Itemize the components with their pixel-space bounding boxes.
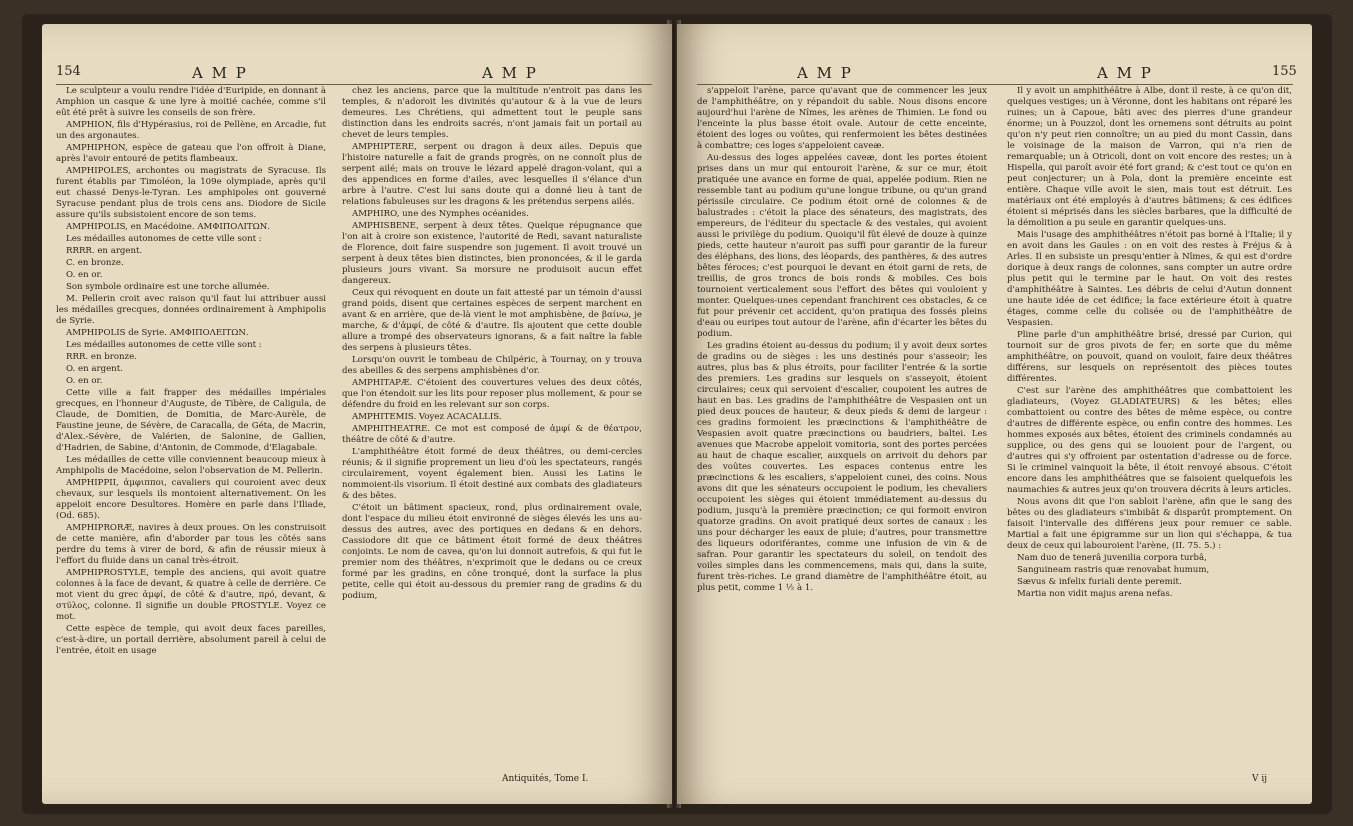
text-column-2 — [1007, 86, 1292, 791]
open-book — [22, 14, 1332, 814]
paragraph: O. en or. — [66, 376, 103, 386]
paragraph: O. en or. — [66, 270, 103, 280]
paragraph: Son symbole ordinaire est une torche allumée. — [66, 282, 270, 292]
text-column-2 — [342, 86, 642, 791]
paragraph: AMPHITHEATRE. Ce mot est composé de ἀμφί & de θέατρον, théâtre de côté & d'autre. — [342, 424, 642, 445]
paragraph: Les médailles autonomes de cette ville sont : — [66, 234, 262, 244]
right-page — [677, 24, 1312, 804]
paragraph: Les médailles de cette ville conviennent beaucoup mieux à Amphipolis de Macédoine, selon l'observation de M. Pellerin. — [56, 455, 326, 476]
paragraph: Au-dessus des loges appelées caveæ, dont les portes étoient prises dans un mur qui entouroit l'arène, & sur ce mur, étoit pratiquée une avance en forme de quai, appelée podium. Rien ne ressemble tant au podium qu'une longue tribune, ou qu'un grand périssile circulaire. Ce podium étoit orné de colonnes & de balustrades : c'étoit la place des sénateurs, des magistrats, des empereurs, de l'éditeur du spectacle & des vestales, qui avoient aussi le privilège du podium. Quoiqu'il fût élevé de douze à quinze pieds, cette hauteur n'auroit pas suffi pour garantir de la fureur des éléphans, des lions, des léopards, des panthères, & des autres bêtes féroces; c'est pourquoi le devant en étoit garni de rets, de treillis, de gros troncs de bois ronds & mobiles. Ces bois tournoient verticalement sous l'effort des bêtes qui vouloient y monter. Quelques-unes cependant franchirent ces obstacles, & ce fut pour prévenir cet accident, qu'on pratiqua des fossés pleins d'eau ou euripes tout autour de l'arène, afin d'écarter les bêtes du podium. — [697, 153, 987, 339]
paragraph: Sævus & infelix furiali dente peremit. — [1017, 577, 1182, 587]
running-head: A M P — [192, 64, 248, 82]
page-number: 155 — [1272, 64, 1297, 79]
running-head: A M P — [482, 64, 538, 82]
paragraph: AMPHISBENE, serpent à deux têtes. Quelque répugnance que l'on ait à croire son existence, l'autorité de Redi, savant naturaliste de Florence, doit faire suspendre son jugement. Il avoit trouvé un serpent à deux têtes bien distinctes, bien prononcées, & il le garda plusieurs jours vivant. Sa morsure ne produisoit aucun effet dangereux. — [342, 221, 642, 286]
paragraph: s'appeloit l'arène, parce qu'avant que de commencer les jeux de l'amphithéâtre, on y répandoit du sable. Nous disons encore aujourd'hui l'arène de Nîmes, les arènes de Thimien. Le fond ou l'enceinte la plus basse étoit ovale. Autour de cette enceinte, étoient des loges ou voûtes, qui renfermoient les bêtes destinées à combattre; ces loges s'appeloient caveæ. — [697, 86, 987, 151]
paragraph: C. en bronze. — [66, 258, 124, 268]
paragraph: RRRR. en argent. — [66, 246, 143, 256]
paragraph: Sanguineam rastris quæ renovabat humum, — [1017, 565, 1210, 575]
paragraph: AMPHIPTERE, serpent ou dragon à deux ailes. Depuis que l'histoire naturelle a fait de grands progrès, on ne connoît plus de serpent ailé; mais on trouve le lézard appelé dragon-volant, qui a des appendices en forme d'ailes, avec lesquelles il s'élance d'un arbre à l'autre. C'est lui sans doute qui a donné lieu à tant de relations fabuleuses sur les dragons & les prétendus serpens ailés. — [342, 142, 642, 207]
paragraph: AMPHIPOLIS, en Macédoine. ΑΜΦΙΠΟΛΙΤΩΝ. — [66, 222, 271, 232]
page-footer: Antiquités, Tome I. — [502, 774, 589, 784]
paragraph: AMPHIRO, une des Nymphes océanides. — [352, 209, 529, 219]
text-column-1 — [697, 86, 987, 791]
paragraph: Cette espèce de temple, qui avoit deux faces pareilles, c'est-à-dire, un portail derrière, absolument pareil à celui de l'entrée, étoit en usage — [56, 624, 326, 656]
page-footer: V ij — [1252, 774, 1268, 784]
paragraph: RRR. en bronze. — [66, 352, 137, 362]
paragraph: Mais l'usage des amphithéâtres n'étoit pas borné à l'Italie; il y en avoit dans les Gaules : on en voit des restes à Fréjus & à Arles. Il en subsiste un presqu'entier à Nîmes, & qui est d'ordre dorique à deux rangs de colonnes, sans compter un autre ordre plus petit qui le termine par le haut. On voit des restes d'amphithéâtre à Saintes. Les débris de celui d'Autun donnent une haute idée de cet édifice; la face extérieure étoit à quatre étages, comme celle du colisée ou de l'amphithéâtre de Vespasien. — [1007, 230, 1292, 328]
paragraph: O. en argent. — [66, 364, 123, 374]
paragraph: Le sculpteur a voulu rendre l'idée d'Euripide, en donnant à Amphion un casque & une lyre à moitié cachée, comme s'il eût été prêt à suivre les conseils de son frère. — [56, 86, 326, 118]
running-head: A M P — [797, 64, 853, 82]
paragraph: Cette ville a fait frapper des médailles impériales grecques, en l'honneur d'Auguste, de Tibère, de Caligula, de Claude, de Domitien, de Domitia, de Marc-Aurèle, de Faustine jeune, de Sévère, de Caracalla, de Géta, de Macrin, d'Alex.-Sévère, de Valérien, de Salonine, de Gallien, d'Hadrien, de Sabine, d'Antonin, de Commode, d'Elagabale. — [56, 388, 326, 453]
paragraph: M. Pellerin croit avec raison qu'il faut lui attribuer aussi les médailles grecques, données ordinairement à Amphipolis de Syrie. — [56, 294, 326, 326]
text-column-1 — [56, 86, 326, 791]
paragraph: Lorsqu'on ouvrit le tombeau de Chilpéric, à Tournay, on y trouva des abeilles & des serpens amphisbènes d'or. — [342, 355, 642, 376]
paragraph: AMPHIPOLIS de Syrie. ΑΜΦΙΠΟΛΕΙΤΩΝ. — [66, 328, 249, 338]
paragraph: AMPHITEMIS. Voyez ACACALLIS. — [352, 412, 502, 422]
paragraph: Ceux qui révoquent en doute un fait attesté par un témoin d'aussi grand poids, disent que certaines espèces de serpent marchent en avant & en arrière, que de-là vient le mot amphisbène, de βαίνω, je marche, & d'ἀμφί, de côté & d'autre. Ils ajoutent que cette double allure a trompé des observateurs ignorans, & a fait naître la fable des serpens à plusieurs têtes. — [342, 288, 642, 353]
paragraph: Les médailles autonomes de cette ville sont : — [66, 340, 262, 350]
running-head: A M P — [1097, 64, 1153, 82]
paragraph: Les gradins étoient au-dessus du podium; il y avoit deux sortes de gradins ou de sièges : les uns destinés pour s'asseoir; les autres, plus bas & plus étroits, pour faciliter l'entrée & la sortie des premiers. Les gradins sur lesquels on s'asseyoit, étoient circulaires; ceux qui servoient d'escalier, coupoient les autres de haut en bas. Les gradins de l'amphithéâtre de Vespasien ont un pied deux pouces de hauteur, & deux pieds & demi de largeur : ces gradins formoient les præcinctions & l'amphithéâtre de Vespasien avoit quatre præcinctions ou baudriers, baltei. Les avenues que Macrobe appeloit vomitoria, sont des portes percées au haut de chaque escalier, auxquels on arrivoit du dehors par des voûtes couvertes. Les espaces contenus entre les præcinctions & les escaliers, s'appeloient cunei, des coins. Nous avons dit que les sénateurs occupoient le podium, les chevaliers occupoient les sièges qui étoient immédiatement au-dessus du podium, jusqu'à la première præcinction; ce qui formoit environ quatorze gradins. On avoit pratiqué deux sortes de canaux : les uns pour décharger les eaux de pluie; d'autres, pour transmettre des liqueurs odoriférantes, comme une infusion de vin & de safran. Pour garantir les spectateurs du soleil, on tendoit des voiles simples dans les commencemens, mais qui, dans la suite, furent très-riches. Le grand diamètre de l'amphithéâtre étoit, au plus petit, comme 1 ½ à 1. — [697, 341, 987, 593]
page-number: 154 — [56, 64, 81, 79]
paragraph: AMPHITAPÆ. C'étoient des couvertures velues des deux côtés, que l'on étendoit sur les lits pour reposer plus mollement, & pour se défendre du froid en les relevant sur son corps. — [342, 378, 642, 410]
paragraph: Nous avons dit que l'on sabloit l'arène, afin que le sang des bêtes ou des gladiateurs s'imbibât & disparût promptement. On faisoit l'intervalle des différens jeux pour remuer ce sable. Martial a fait une épigramme sur un lion qui s'échappa, & tua deux de ceux qui labouroient l'arène, (II. 75. 5.) : — [1007, 497, 1292, 551]
paragraph: Martia non vidit majus arena nefas. — [1017, 589, 1173, 599]
paragraph: L'amphithéâtre étoit formé de deux théâtres, ou demi-cercles réunis; & il signifie proprement un lieu d'où les spectateurs, rangés circulairement, voyent également bien. Aussi les Latins le nommoient-ils visorium. Il étoit destiné aux combats des gladiateurs & des bêtes. — [342, 447, 642, 501]
paragraph: C'est sur l'arène des amphithéâtres que combattoient les gladiateurs, (Voyez GLADIATEURS) & les bêtes; elles combattoient ou contre des bêtes de même espèce, ou contre d'autres de différente espèce, ou enfin contre des hommes. Les hommes exposés aux bêtes, étoient des criminels condamnés au supplice, ou des gens qui se louoient pour de l'argent, ou d'autres qui s'y offroient par ostentation d'adresse ou de force. Si le criminel vainquoit la bête, il étoit renvoyé absous. C'étoit encore dans les amphithéâtres que se faisoient quelquefois les naumachies & autres jeux qu'on trouvera décrits à leurs articles. — [1007, 386, 1292, 495]
paragraph: AMPHIPROSTYLE, temple des anciens, qui avoit quatre colonnes à la face de devant, & quatre à celle de derrière. Ce mot vient du grec ἀμφί, de côté & d'autre, πρό, devant, & στῦλος, colonne. Il signifie un double PROSTYLE. Voyez ce mot. — [56, 568, 326, 622]
paragraph: chez les anciens, parce que la multitude n'entroit pas dans les temples, & n'adoroit les divinités qu'autour & à la vue de leurs demeures. Les Chrétiens, qui admettent tout le peuple sans distinction dans les endroits sacrés, n'ont jamais fait un portail au chevet de leurs temples. — [342, 86, 642, 140]
header-rule — [697, 84, 1293, 85]
paragraph: AMPHIPHON, espèce de gateau que l'on offroit à Diane, après l'avoir entouré de petits flambeaux. — [56, 143, 326, 164]
header-rule — [56, 84, 652, 85]
paragraph: AMPHIPRORÆ, navires à deux proues. On les construisoit de cette manière, afin d'aborder par tous les côtés sans perdre du tems à virer de bord, & afin de réussir mieux à l'effort du fluide dans un canal très-étroit. — [56, 523, 326, 566]
paragraph: AMPHIPPII, ἀμφιπποι, cavaliers qui couroient avec deux chevaux, sur lesquels ils montoient alternativement. On les appeloit encore Desultores. Homère en parle dans l'Iliade, (Od. 685). — [56, 478, 326, 521]
paragraph: AMPHION, fils d'Hypérasius, roi de Pellène, en Arcadie, fut un des argonautes. — [56, 120, 326, 141]
paragraph: Il y avoit un amphithéâtre à Albe, dont il reste, à ce qu'on dit, quelques vestiges; un à Véronne, dont les habitans ont réparé les ruines; un à Capoue, bâti avec des pierres d'une grandeur énorme; un à Pouzzol, dont les ornemens sont détruits au point qu'on n'y peut rien connoître; un au pied du mont Cassin, dans le voisinage de la maison de Varron, qui n'a rien de remarquable; un à Otricoli, dont on voit encore des restes; un à Hispella, qui paroît avoir été fort grand; & c'est tout ce qu'on en peut conjecturer; un à Pola, dont la première enceinte est entière. Chaque ville avoit le sien, mais tout est détruit. Les matériaux ont été employés à d'autres bâtimens; & ces édifices étoient si méprisés dans les siècles barbares, que la difficulté de la démolition a pu seule en garantir quelques-uns. — [1007, 86, 1292, 228]
paragraph: Pline parle d'un amphithéâtre brisé, dressé par Curion, qui tournoit sur de gros pivots de fer; en sorte que du même amphithéâtre, on pouvoit, quand on vouloit, faire deux théâtres différens, sur lesquels on représentoit des pièces toutes différentes. — [1007, 330, 1292, 384]
paragraph: Nam duo de tenerâ juvenilia corpora turbâ, — [1017, 553, 1207, 563]
paragraph: C'étoit un bâtiment spacieux, rond, plus ordinairement ovale, dont l'espace du milieu étoit environné de sièges élevés les uns au-dessus des autres, avec des portiques en dedans & en dehors. Cassiodore dit que ce bâtiment étoit formé de deux théâtres conjoints. Le nom de cavea, qu'on lui donnoit autrefois, & qui fut le premier nom des théâtres, n'exprimoit que le dedans ou ce creux formé par les gradins, en cône tronqué, dont la surface la plus petite, celle qui étoit au-dessous du premier rang de gradins & du podium, — [342, 503, 642, 601]
left-page — [42, 24, 672, 804]
paragraph: AMPHIPOLES, archontes ou magistrats de Syracuse. Ils furent établis par Timoléon, la 109e olympiade, après qu'il eut chassé Denys-le-Tyran. Les amphipoles ont gouverné Syracuse pendant plus de trois cens ans. Diodore de Sicile assure qu'ils subsistoient encore de son tems. — [56, 166, 326, 220]
